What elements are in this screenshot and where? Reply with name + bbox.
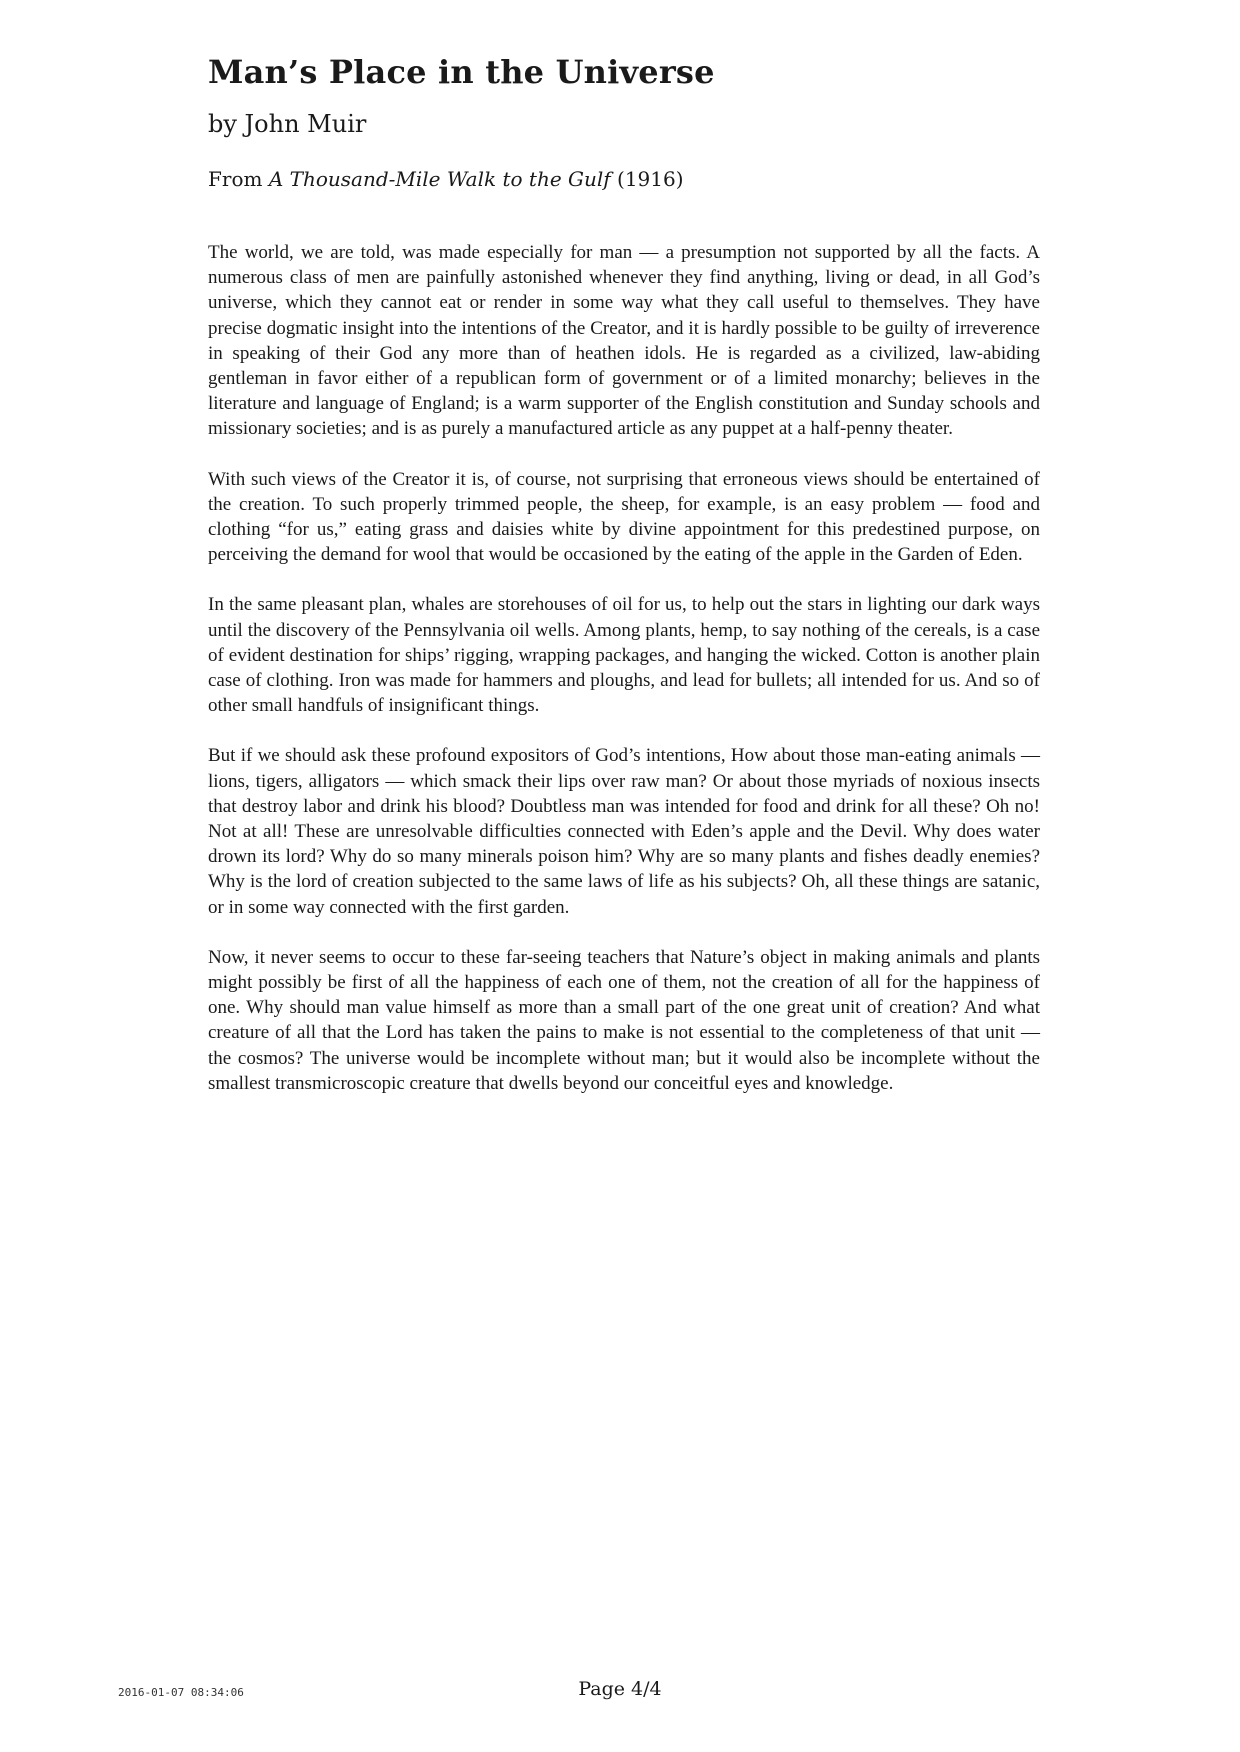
paragraph-4: But if we should ask these profound expositors of God’s intentions, How about those man-eating animals — lions, tigers, alligators — which smack their lips over raw man? Or about those myriads of noxious insects that destroy labor and drink his blood? Doubtless man was intended for food and drink for all these? Oh no! Not at all! These are unresolvable difficulties connected with Eden’s apple and the Devil. Why does water drown its lord? Why do so many minerals poison him? Why are so many plants and fishes deadly enemies? Why is the lord of creation subjected to the same laws of life as his subjects? Oh, all these things are satanic, or in some way connected with the first garden. xyxy=(208,745,1040,918)
essay-title: Man’s Place in the Universe xyxy=(208,53,715,91)
source-year: (1916) xyxy=(610,167,684,191)
page-number: Page 4/4 xyxy=(578,1678,662,1700)
paragraph-5: Now, it never seems to occur to these far-seeing teachers that Nature’s object in making animals and plants might possibly be first of all the happiness of each one of them, not the creation of all for the happiness of one. Why should man value himself as more than a small part of the one great unit of creation? And what creature of all that the Lord has taken the pains to make is not essential to the completeness of that unit — the cosmos? The universe would be incomplete without man; but it would also be incomplete without the smallest transmicroscopic creature that dwells beyond our conceitful eyes and knowledge. xyxy=(208,946,1040,1094)
source-book-title: A Thousand-Mile Walk to the Gulf xyxy=(268,167,611,191)
source-line xyxy=(208,164,684,194)
print-timestamp: 2016-01-07 08:34:06 xyxy=(118,1686,244,1699)
essay-body xyxy=(208,240,1040,1121)
paragraph-1: The world, we are told, was made especially for man — a presumption not supported by all the facts. A numerous class of men are painfully astonished whenever they find anything, living or dead, in all God’s universe, which they cannot eat or render in some way what they call useful to themselves. They have precise dogmatic insight into the intentions of the Creator, and it is hardly possible to be guilty of irreverence in speaking of their God any more than of heathen idols. He is regarded as a civilized, law-abiding gentleman in favor either of a republican form of government or of a limited monarchy; believes in the literature and language of England; is a warm supporter of the English constitution and Sunday schools and missionary societies; and is as purely a manufactured article as any puppet at a half-penny theater. xyxy=(208,242,1040,440)
paragraph-3: In the same pleasant plan, whales are storehouses of oil for us, to help out the stars in lighting our dark ways until the discovery of the Pennsylvania oil wells. Among plants, hemp, to say nothing of the cereals, is a case of evident destination for ships’ rigging, wrapping packages, and hanging the wicked. Cotton is another plain case of clothing. Iron was made for hammers and ploughs, and lead for bullets; all intended for us. And so of other small handfuls of insignificant things. xyxy=(208,594,1040,717)
source-prefix: From xyxy=(208,167,269,191)
author-line: by John Muir xyxy=(208,110,367,138)
paragraph-2: With such views of the Creator it is, of course, not surprising that erroneous views should be entertained of the creation. To such properly trimmed people, the sheep, for example, is an easy problem — food and clothing “for us,” eating grass and daisies white by divine appointment for this predestined purpose, on perceiving the demand for wool that would be occasioned by the eating of the apple in the Garden of Eden. xyxy=(208,468,1040,566)
